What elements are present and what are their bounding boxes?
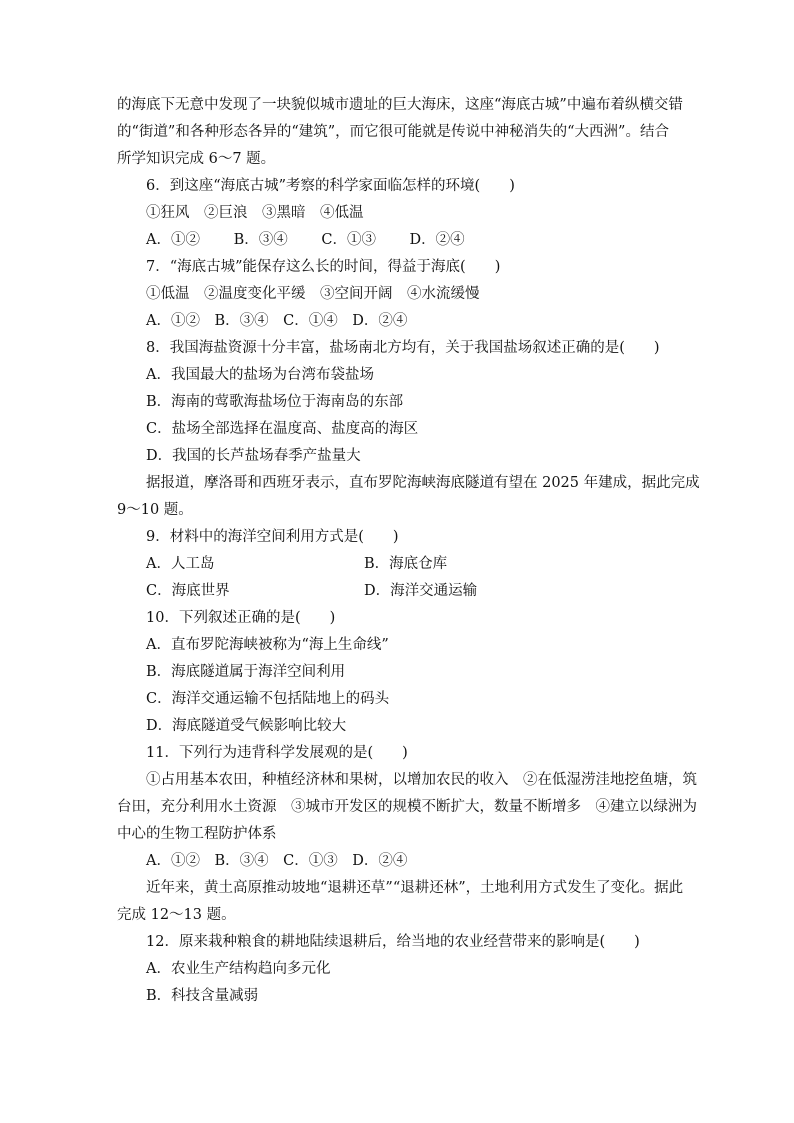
question-8-option-c: C．盐场全部选择在温度高、盐度高的海区 <box>146 421 419 437</box>
question-7-items: ①低温 ②温度变化平缓 ③空间开阔 ④水流缓慢 <box>146 286 480 302</box>
question-10-option-d: D．海底隧道受气候影响比较大 <box>146 718 347 734</box>
question-9-option-a: A．人工岛 <box>146 556 215 572</box>
passage-3-line: 完成 12～13 题。 <box>117 907 236 923</box>
question-11-body: 台田，充分利用水土资源 ③城市开发区的规模不断扩大，数量不断增多 ④建立以绿洲为 <box>117 799 697 815</box>
question-9-option-c: C．海底世界 <box>146 583 230 599</box>
question-12-option-b: B．科技含量减弱 <box>146 988 259 1004</box>
question-9-options-row <box>117 578 682 605</box>
passage-2-line: 9～10 题。 <box>117 502 193 518</box>
question-9-options-row <box>117 551 682 578</box>
question-11-stem: 11．下列行为违背科学发展观的是( ) <box>146 745 408 761</box>
question-7-stem: 7．“海底古城”能保存这么长的时间，得益于海底( ) <box>146 259 501 275</box>
passage-2-line: 据报道，摩洛哥和西班牙表示，直布罗陀海峡海底隧道有望在 2025 年建成，据此完成 <box>146 475 700 491</box>
question-11-options: A．①② B．③④ C．①③ D．②④ <box>146 853 408 869</box>
question-6-options: A．①② B．③④ C．①③ D．②④ <box>146 232 465 248</box>
question-9-stem: 9．材料中的海洋空间利用方式是( ) <box>146 529 399 545</box>
question-11-body: ①占用基本农田，种植经济林和果树，以增加农民的收入 ②在低湿涝洼地挖鱼塘，筑 <box>146 772 697 788</box>
question-9-option-b: B．海底仓库 <box>364 556 448 572</box>
question-8-option-b: B．海南的莺歌海盐场位于海南岛的东部 <box>146 394 404 410</box>
question-12-stem: 12．原来栽种粮食的耕地陆续退耕后，给当地的农业经营带来的影响是( ) <box>146 934 640 950</box>
passage-line: 的“街道”和各种形态各异的“建筑”，而它很可能就是传说中神秘消失的“大西洲”。结合 <box>117 124 669 140</box>
question-8-option-d: D．我国的长芦盐场春季产盐量大 <box>146 448 361 464</box>
question-9-option-d: D．海洋交通运输 <box>364 583 478 599</box>
passage-line: 的海底下无意中发现了一块貌似城市遗址的巨大海床，这座“海底古城”中遍布着纵横交错 <box>117 97 683 113</box>
question-6-stem: 6．到这座“海底古城”考察的科学家面临怎样的环境( ) <box>146 178 515 194</box>
question-6-items: ①狂风 ②巨浪 ③黑暗 ④低温 <box>146 205 364 221</box>
question-11-body: 中心的生物工程防护体系 <box>117 826 277 842</box>
question-8-option-a: A．我国最大的盐场为台湾布袋盐场 <box>146 367 374 383</box>
question-10-option-b: B．海底隧道属于海洋空间利用 <box>146 664 346 680</box>
question-10-stem: 10．下列叙述正确的是( ) <box>146 610 336 626</box>
question-7-options: A．①② B．③④ C．①④ D．②④ <box>146 313 408 329</box>
question-8-stem: 8．我国海盐资源十分丰富，盐场南北方均有，关于我国盐场叙述正确的是( ) <box>146 340 660 356</box>
question-10-option-c: C．海洋交通运输不包括陆地上的码头 <box>146 691 390 707</box>
passage-3-line: 近年来，黄土高原推动坡地“退耕还草”“退耕还林”，土地利用方式发生了变化。据此 <box>146 880 684 896</box>
document-content <box>117 92 700 1010</box>
passage-line: 所学知识完成 6～7 题。 <box>117 151 276 167</box>
question-10-option-a: A．直布罗陀海峡被称为“海上生命线” <box>146 637 389 653</box>
question-12-option-a: A．农业生产结构趋向多元化 <box>146 961 331 977</box>
